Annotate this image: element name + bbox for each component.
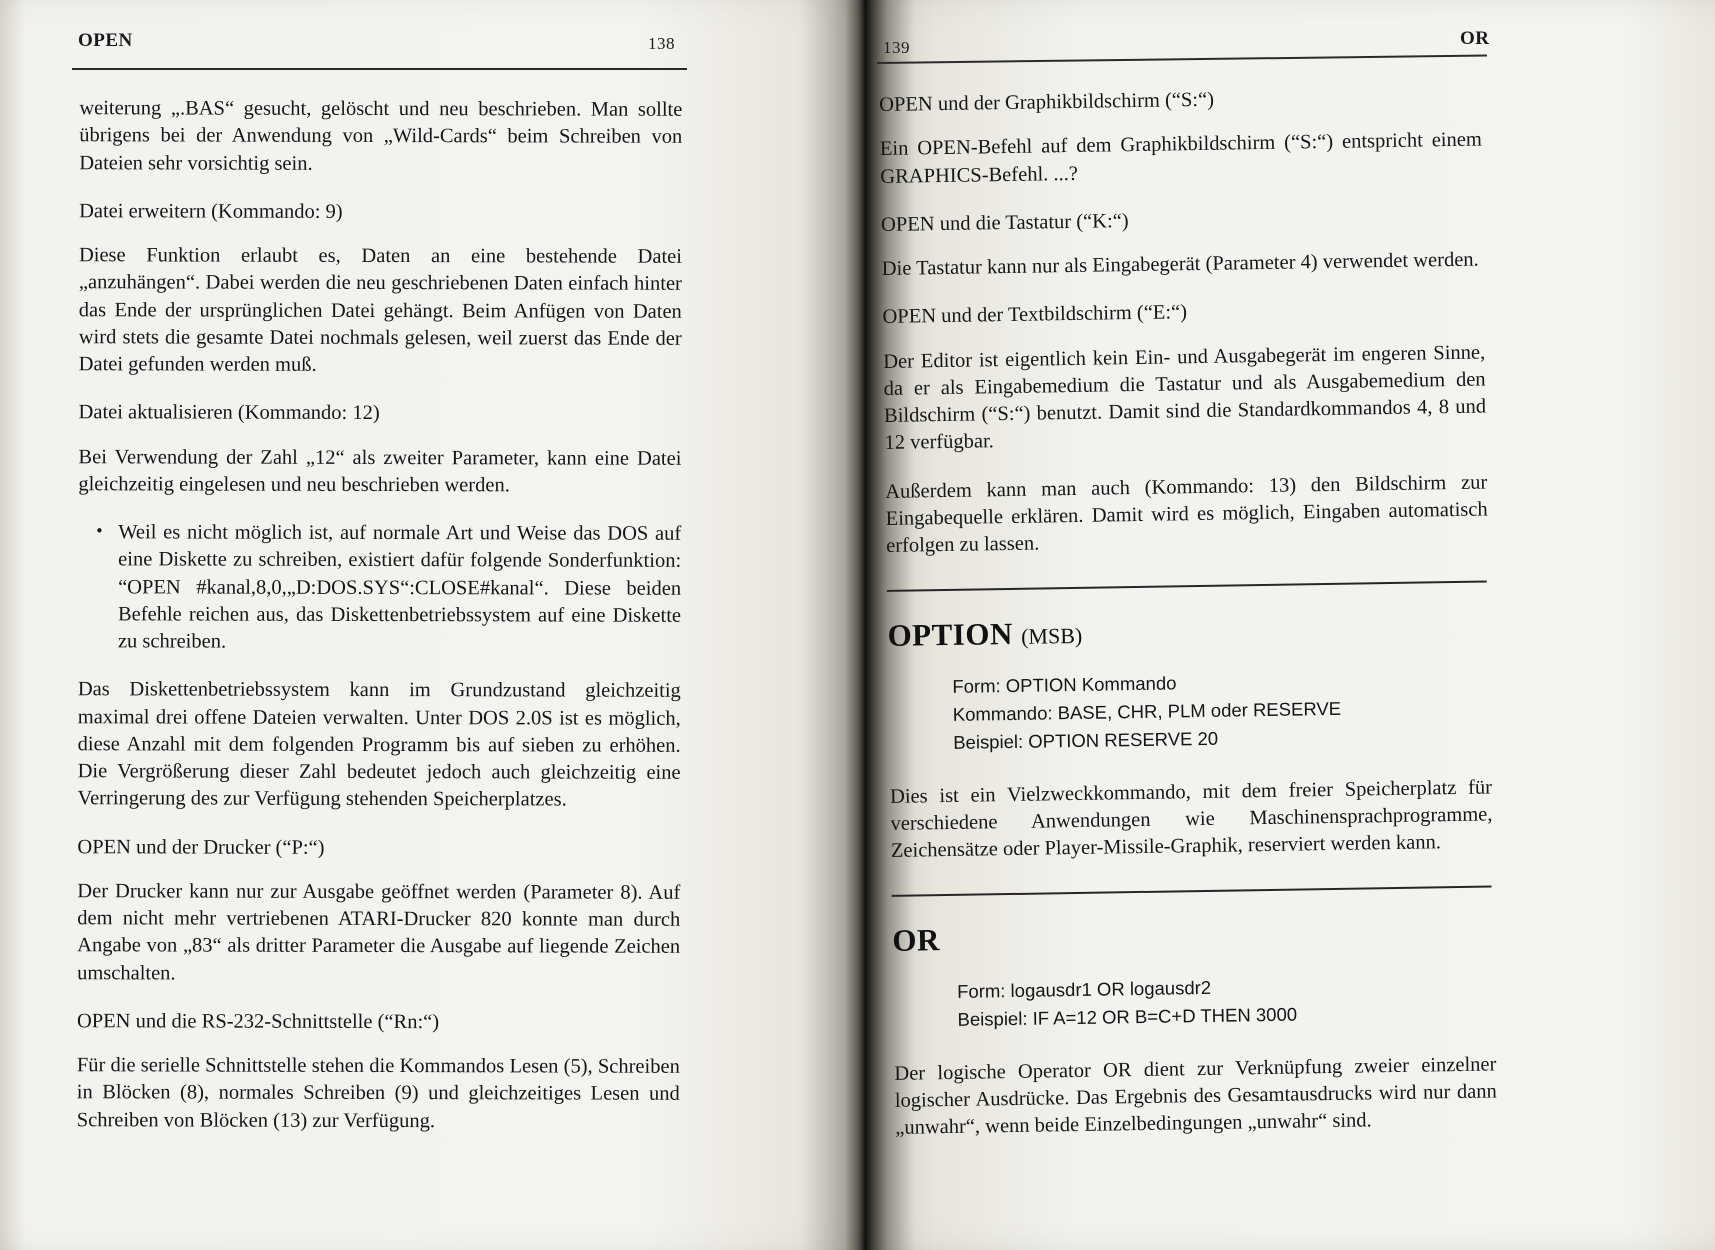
paragraph: weiterung „.BAS“ gesucht, gelöscht und neu beschrieben. Man sollte übrigens bei der Anwendung von „Wild-Cards“ beim Schreiben von Dateien sehr vorsichtig sein. [79, 97, 683, 175]
list-item: • Weil es nicht möglich ist, auf normale Art und Weise das DOS auf eine Diskette zu schreiben, existiert dafür folgende Sonderfunktion: “OPEN #kanal,8,0,„D:DOS.SYS“:CLOSE#kanal“. Diese beiden Befehle reichen aus, das Diskettenbetriebssystem auf eine Diskette zu schreiben. [104, 519, 681, 657]
paragraph: Dies ist ein Vielzweckkommando, mit dem freier Speicherplatz für verschiedene Anwendungen wie Maschinensprachprogramme, Zeichensätze oder Player-Missile-Graphik, reserviert werden kann. [889, 775, 1493, 862]
paragraph: Ein OPEN-Befehl auf dem Graphikbildschirm (“S:“) entspricht einem GRAPHICS-Befehl. ...? [879, 128, 1482, 188]
entry-qualifier: (MSB) [1020, 623, 1083, 650]
left-running-head: OPEN [78, 30, 133, 51]
subheading: OPEN und die RS-232-Schnittstelle (“Rn:“) [76, 1009, 440, 1033]
right-text-column [879, 83, 1498, 1164]
entry-name: OR [892, 922, 941, 959]
subheading: OPEN und der Drucker (“P:“) [77, 835, 325, 859]
left-header-rule [72, 68, 687, 70]
paragraph: Der Editor ist eigentlich kein Ein- und Ausgabegerät im engeren Sinne, da er als Eingabemedium die Tastatur und als Ausgabemedium den Bildschirm (“S:“) benutzt. Damit sind die Standardkommandos 4, 8 und 12 verfügbar. [883, 341, 1487, 455]
syntax-line: Kommando: BASE, CHR, PLM oder RESERVE [952, 697, 1342, 725]
paragraph: Die Tastatur kann nur als Eingabegerät (Parameter 4) verwendet werden. [881, 248, 1479, 280]
syntax-block-option [952, 665, 1491, 757]
left-text-column [77, 95, 683, 1156]
right-header-rule [877, 55, 1487, 64]
entry-divider [892, 886, 1492, 897]
subheading: OPEN und der Graphikbildschirm (“S:“) [879, 88, 1215, 116]
left-page-number: 138 [648, 34, 675, 53]
subheading: Datei aktualisieren (Kommando: 12) [78, 401, 380, 425]
paragraph: Diese Funktion erlaubt es, Daten an eine bestehende Datei „anzuhängen“. Dabei werden die neu geschriebenen Daten einfach hinter das Ende der ursprünglichen Datei gehängt. Beim Anfügen von Daten wird stets die gesamte Datei nochmals gelesen, weil zuerst das Ende der Datei gefunden werden muß. [78, 244, 682, 376]
entry-title-or [892, 914, 1494, 959]
paragraph: Der Drucker kann nur zur Ausgabe geöffnet werden (Parameter 8). Auf dem nicht mehr vertriebenen ATARI-Drucker 820 konnte man durch Angabe von „83“ als dritter Parameter die Ausgabe auf liegende Zeichen umschalten. [77, 879, 681, 984]
subheading: OPEN und der Textbildschirm (“E:“) [882, 301, 1188, 329]
syntax-line: Beispiel: OPTION RESERVE 20 [953, 727, 1219, 753]
entry-name: OPTION [887, 616, 1014, 654]
subheading: OPEN und die Tastatur (“K:“) [880, 209, 1129, 236]
syntax-line: Form: OPTION Kommando [952, 672, 1177, 698]
paragraph: Für die serielle Schnittstelle stehen die Kommandos Lesen (5), Schreiben in Blöcken (8), normales Schreiben (9) und gleichzeitiges Lesen und Schreiben von Blöcken (13) zur Verfügung. [76, 1054, 680, 1132]
subheading: Datei erweitern (Kommando: 9) [79, 199, 343, 223]
right-running-head: OR [1460, 28, 1490, 49]
right-page-number: 139 [883, 38, 910, 57]
paragraph: Der logische Operator OR dient zur Verknüpfung zweier einzelner logischer Ausdrücke. Das Ergebnis des Gesamtausdrucks wird nur dann „unwahr“, wenn beide Einzelbedingungen „unwahr“ sind. [894, 1053, 1497, 1140]
syntax-block-or [957, 970, 1496, 1034]
syntax-line: Beispiel: IF A=12 OR B=C+D THEN 3000 [957, 1003, 1298, 1030]
bullet-list [78, 519, 681, 657]
entry-title-option [887, 609, 1489, 654]
right-page [865, 0, 1715, 1250]
syntax-line: Form: logausdr1 OR logausdr2 [956, 977, 1212, 1003]
paragraph: Das Diskettenbetriebssystem kann im Grundzustand gleichzeitig maximal drei offene Dateien verwalten. Unter DOS 2.0S ist es möglich, diese Anzahl mit dem folgenden Programm bis auf sieben zu erhöhen. Die Vergrößerung dieser Zahl bedeutet jedoch auch gleichzeitig eine Verringerung des zur Verfügung stehenden Speicherplatzes. [77, 678, 681, 811]
paragraph: Außerdem kann man auch (Kommando: 13) den Bildschirm zur Eingabequelle erklären. Damit wird es möglich, Eingaben automatisch erfolgen zu lassen. [885, 470, 1488, 557]
entry-divider [887, 581, 1487, 592]
paragraph: Bei Verwendung der Zahl „12“ als zweiter Parameter, kann eine Datei gleichzeitig eingelesen und neu beschrieben werden. [78, 445, 682, 497]
